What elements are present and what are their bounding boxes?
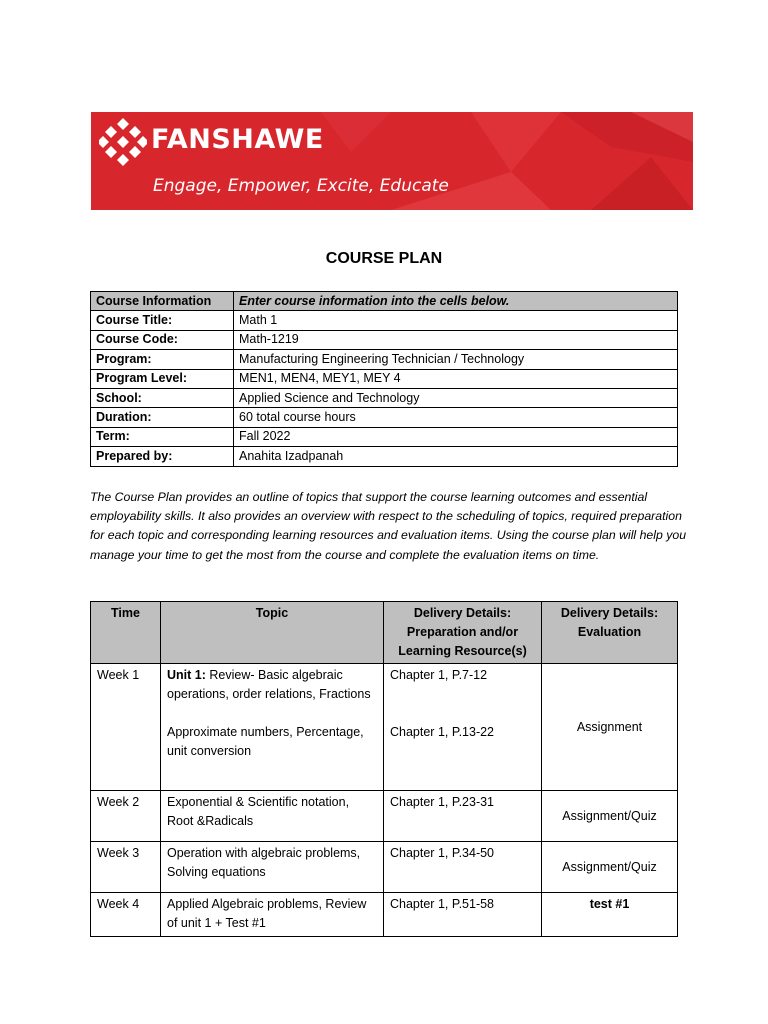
info-value: Fall 2022 (234, 427, 678, 446)
info-label: School: (91, 388, 234, 407)
info-value: Applied Science and Technology (234, 388, 678, 407)
prep-cell: Chapter 1, P.23-31 (384, 791, 542, 842)
info-value: Manufacturing Engineering Technician / Technology (234, 350, 678, 369)
topic-text: Approximate numbers, Percentage, unit conversion (167, 725, 364, 758)
evaluation-cell: Assignment/Quiz (542, 791, 678, 842)
table-row (91, 893, 678, 937)
prep-text: Chapter 1, P.13-22 (390, 725, 495, 739)
plan-header-row (91, 602, 678, 664)
evaluation-cell: Assignment/Quiz (542, 842, 678, 893)
info-value: Anahita Izadpanah (234, 447, 678, 466)
prep-text: Chapter 1, P.7-12 (390, 668, 488, 682)
info-header-value: Enter course information into the cells below. (234, 292, 678, 311)
info-row (91, 350, 678, 369)
brand-tagline: Engage, Empower, Excite, Educate (153, 176, 449, 196)
evaluation-cell: test #1 (542, 893, 678, 937)
header-banner (91, 112, 693, 210)
unit-label: Unit 1: (167, 668, 206, 682)
header-time: Time (91, 602, 161, 664)
fanshawe-logo-icon (99, 116, 147, 168)
info-row (91, 311, 678, 330)
header-evaluation: Delivery Details: Evaluation (542, 602, 678, 664)
info-row (91, 427, 678, 446)
course-plan-table (90, 601, 678, 937)
brand-name: FANSHAWE (151, 124, 324, 155)
topic-cell: Exponential & Scientific notation, Root &Radicals (161, 791, 384, 842)
table-row (91, 842, 678, 893)
week-cell: Week 1 (91, 664, 161, 791)
info-header-label: Course Information (91, 292, 234, 311)
info-value: Math-1219 (234, 330, 678, 349)
info-label: Program: (91, 350, 234, 369)
table-row (91, 791, 678, 842)
topic-text: Review- Basic algebraic operations, order relations, Fractions (167, 668, 371, 701)
info-header-row (91, 292, 678, 311)
prep-cell: Chapter 1, P.51-58 (384, 893, 542, 937)
topic-cell: Operation with algebraic problems, Solving equations (161, 842, 384, 893)
evaluation-cell: Assignment (542, 664, 678, 791)
info-row (91, 447, 678, 466)
info-value: MEN1, MEN4, MEY1, MEY 4 (234, 369, 678, 388)
info-row (91, 388, 678, 407)
info-label: Program Level: (91, 369, 234, 388)
info-row (91, 330, 678, 349)
week-cell: Week 3 (91, 842, 161, 893)
course-plan-intro: The Course Plan provides an outline of topics that support the course learning outcomes and essential employability skills. It also provides an overview with respect to the scheduling of topics, required preparation for each topic and corresponding learning resources and evaluation items. Using the course plan will help you manage your time to get the most from the course and complete the evaluation items on time. (90, 490, 687, 562)
info-value: Math 1 (234, 311, 678, 330)
week-cell: Week 2 (91, 791, 161, 842)
info-label: Prepared by: (91, 447, 234, 466)
info-value: 60 total course hours (234, 408, 678, 427)
topic-cell (161, 664, 384, 791)
course-info-table (90, 291, 678, 467)
info-row (91, 369, 678, 388)
table-row (91, 664, 678, 791)
prep-cell: Chapter 1, P.34-50 (384, 842, 542, 893)
info-label: Course Title: (91, 311, 234, 330)
header-preparation: Delivery Details: Preparation and/or Learning Resource(s) (384, 602, 542, 664)
week-cell: Week 4 (91, 893, 161, 937)
page-title: COURSE PLAN (325, 250, 443, 267)
info-row (91, 408, 678, 427)
topic-cell: Applied Algebraic problems, Review of unit 1 + Test #1 (161, 893, 384, 937)
header-topic: Topic (161, 602, 384, 664)
info-label: Term: (91, 427, 234, 446)
info-label: Duration: (91, 408, 234, 427)
info-label: Course Code: (91, 330, 234, 349)
prep-cell (384, 664, 542, 791)
